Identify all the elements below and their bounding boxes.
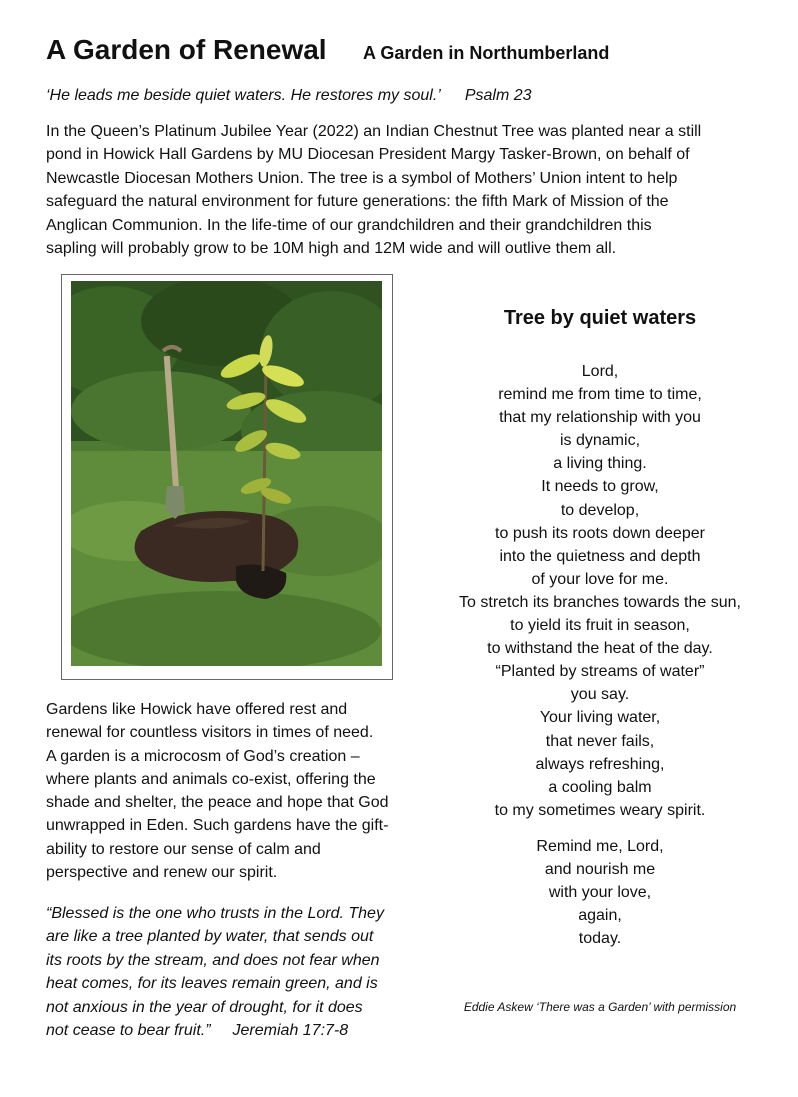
poem-line: to yield its fruit in season, (510, 617, 690, 635)
poem-stanza-2 (420, 835, 780, 950)
quote-reference: Jeremiah 17:7-8 (232, 1022, 349, 1040)
poem-line: to withstand the heat of the day. (487, 640, 713, 658)
page-subtitle: A Garden in Northumberland (363, 43, 610, 63)
poem-line: It needs to grow, (541, 478, 659, 496)
jeremiah-quote (46, 902, 426, 1042)
gardens-line: shade and shelter, the peace and hope that God (46, 794, 389, 812)
poem-line: to push its roots down deeper (495, 524, 705, 542)
gardens-line: unwrapped in Eden. Such gardens have the gift- (46, 817, 389, 835)
poem-title: Tree by quiet waters (503, 307, 697, 329)
poem-line: Your living water, (539, 709, 661, 727)
poem-line: “Planted by streams of water” (495, 663, 705, 681)
epigraph (46, 87, 532, 105)
poem-line: again, (578, 907, 622, 925)
poem-line: Lord, (581, 363, 619, 380)
stanza-gap (420, 822, 780, 835)
poem-line: To stretch its branches towards the sun, (459, 593, 741, 611)
quote-line: heat comes, for its leaves remain green, and is (46, 975, 378, 993)
poem-line: today. (578, 930, 622, 948)
gardens-line: A garden is a microcosm of God’s creation – (46, 747, 360, 765)
poem-line: that my relationship with you (499, 409, 701, 427)
intro-line: In the Queen’s Platinum Jubilee Year (2022) an Indian Chestnut Tree was planted near a still (46, 123, 702, 140)
quote-line-text: not cease to bear fruit.” (46, 1022, 211, 1040)
poem (420, 360, 780, 950)
epigraph-quote: ‘He leads me beside quiet waters. He restores my soul.’ (46, 87, 441, 104)
poem-line: a living thing. (553, 455, 647, 473)
quote-line: not anxious in the year of drought, for it does (46, 998, 363, 1016)
intro-line: safeguard the natural environment for future generations: the fifth Mark of Mission of the (46, 193, 669, 211)
quote-line: “Blessed is the one who trusts in the Lord. They (46, 905, 384, 922)
poem-line: is dynamic, (559, 432, 641, 450)
quote-line (46, 1019, 426, 1042)
intro-paragraph (46, 120, 766, 260)
intro-line: Anglican Communion. In the life-time of our grandchildren and their grandchildren this (46, 216, 652, 234)
poem-line: Remind me, Lord, (536, 837, 664, 855)
poem-credit: Eddie Askew ‘There was a Garden’ with permission (463, 1000, 737, 1014)
poem-line: to develop, (560, 501, 640, 519)
poem-line: remind me from time to time, (498, 386, 702, 404)
tree-planting-photo (71, 281, 382, 666)
gardens-line: ability to restore our sense of calm and (46, 840, 321, 858)
poem-line: to my sometimes weary spirit. (494, 801, 706, 819)
gardens-line: perspective and renew our spirit. (46, 864, 278, 882)
epigraph-reference: Psalm 23 (464, 87, 532, 104)
poem-stanza-1 (420, 360, 780, 822)
poem-line: always refreshing, (535, 755, 665, 773)
poem-line: into the quietness and depth (499, 547, 701, 565)
poem-line: of your love for me. (531, 570, 669, 588)
intro-line: pond in Howick Hall Gardens by MU Diocesan President Margy Tasker-Brown, on behalf of (46, 146, 690, 164)
intro-line: Newcastle Diocesan Mothers Union. The tree is a symbol of Mothers’ Union intent to help (46, 169, 678, 187)
page-title: A Garden of Renewal (46, 34, 327, 65)
gardens-line: renewal for countless visitors in times of need. (46, 724, 374, 742)
poem-line: that never fails, (545, 732, 655, 750)
poem-line: you say. (570, 686, 630, 704)
quote-line: its roots by the stream, and does not fear when (46, 951, 380, 969)
intro-line: sapling will probably grow to be 10M high and 12M wide and will outlive them all. (46, 240, 617, 258)
poem-line: and nourish me (544, 860, 656, 878)
gardens-paragraph (46, 698, 426, 884)
poem-line: with your love, (548, 884, 652, 902)
quote-line: are like a tree planted by water, that sends out (46, 928, 374, 946)
gardens-line: Gardens like Howick have offered rest and (46, 701, 348, 718)
gardens-line: where plants and animals co-exist, offering the (46, 770, 376, 788)
poem-line: a cooling balm (548, 778, 652, 796)
